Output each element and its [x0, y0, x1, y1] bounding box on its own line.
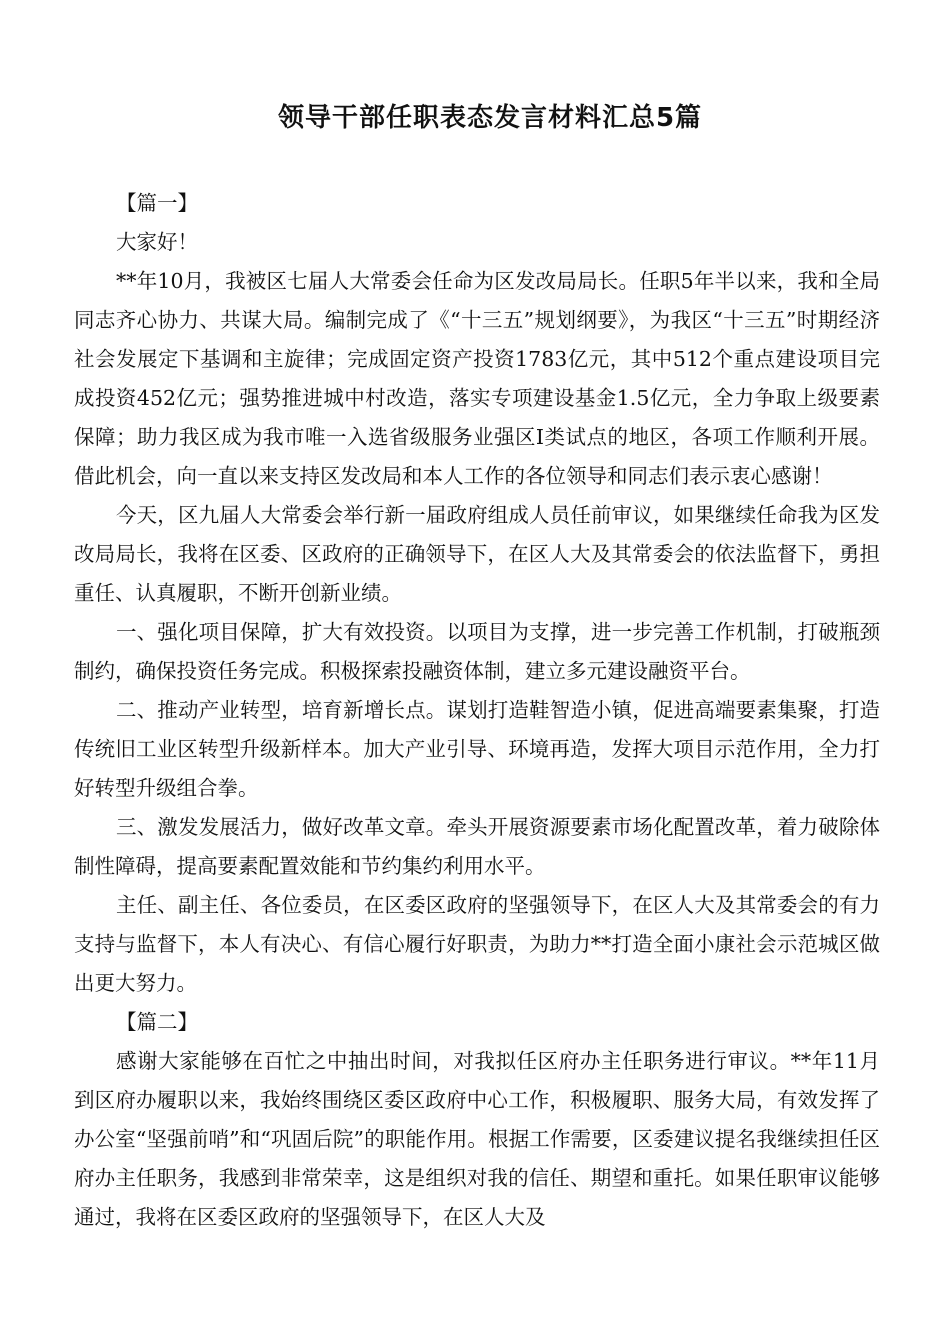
paragraph: 主任、副主任、各位委员，在区委区政府的坚强领导下，在区人大及其常委会的有力支持与监督下，本人有决心、有信心履行好职责，为助力**打造全面小康社会示范城区做出更大努力。 [74, 893, 880, 995]
paragraph: 今天，区九届人大常委会举行新一届政府组成人员任前审议，如果继续任命我为区发改局局长，我将在区委、区政府的正确领导下，在区人大及其常委会的依法监督下，勇担重任、认真履职，不断开创新业绩。 [74, 503, 880, 605]
paragraph-greeting: 大家好！ [116, 230, 198, 254]
paragraph: **年10月，我被区七届人大常委会任命为区发改局局长。任职5年半以来，我和全局同志齐心协力、共谋大局。编制完成了《“十三五”规划纲要》，为我区“十三五”时期经济社会发展定下基调和主旋律；完成固定资产投资1783亿元，其中512个重点建设项目完成投资452亿元；强势推进城中村改造，落实专项建设基金1.5亿元，全力争取上级要素保障；助力我区成为我市唯一入选省级服务业强区Ⅰ类试点的地区，各项工作顺利开展。借此机会，向一直以来支持区发改局和本人工作的各位领导和同志们表示衷心感谢！ [74, 269, 880, 488]
document-title: 领导干部任职表态发言材料汇总5篇 [277, 103, 703, 133]
paragraph: 三、激发发展活力，做好改革文章。牵头开展资源要素市场化配置改革，着力破除体制性障碍，提高要素配置效能和节约集约利用水平。 [74, 815, 880, 878]
section-heading-1: 【篇一】 [116, 191, 198, 215]
paragraph: 感谢大家能够在百忙之中抽出时间，对我拟任区府办主任职务进行审议。**年11月到区府办履职以来，我始终围绕区委区政府中心工作，积极履职、服务大局，有效发挥了办公室“坚强前哨”和“巩固后院”的职能作用。根据工作需要，区委建议提名我继续担任区府办主任职务，我感到非常荣幸，这是组织对我的信任、期望和重托。如果任职审议能够通过，我将在区委区政府的坚强领导下，在区人大及 [74, 1049, 880, 1229]
document-body [74, 184, 880, 1237]
section-heading-2: 【篇二】 [116, 1010, 198, 1034]
paragraph: 一、强化项目保障，扩大有效投资。以项目为支撑，进一步完善工作机制，打破瓶颈制约，确保投资任务完成。积极探索投融资体制，建立多元建设融资平台。 [74, 620, 880, 683]
paragraph: 二、推动产业转型，培育新增长点。谋划打造鞋智造小镇，促进高端要素集聚，打造传统旧工业区转型升级新样本。加大产业引导、环境再造，发挥大项目示范作用，全力打好转型升级组合拳。 [74, 698, 880, 800]
